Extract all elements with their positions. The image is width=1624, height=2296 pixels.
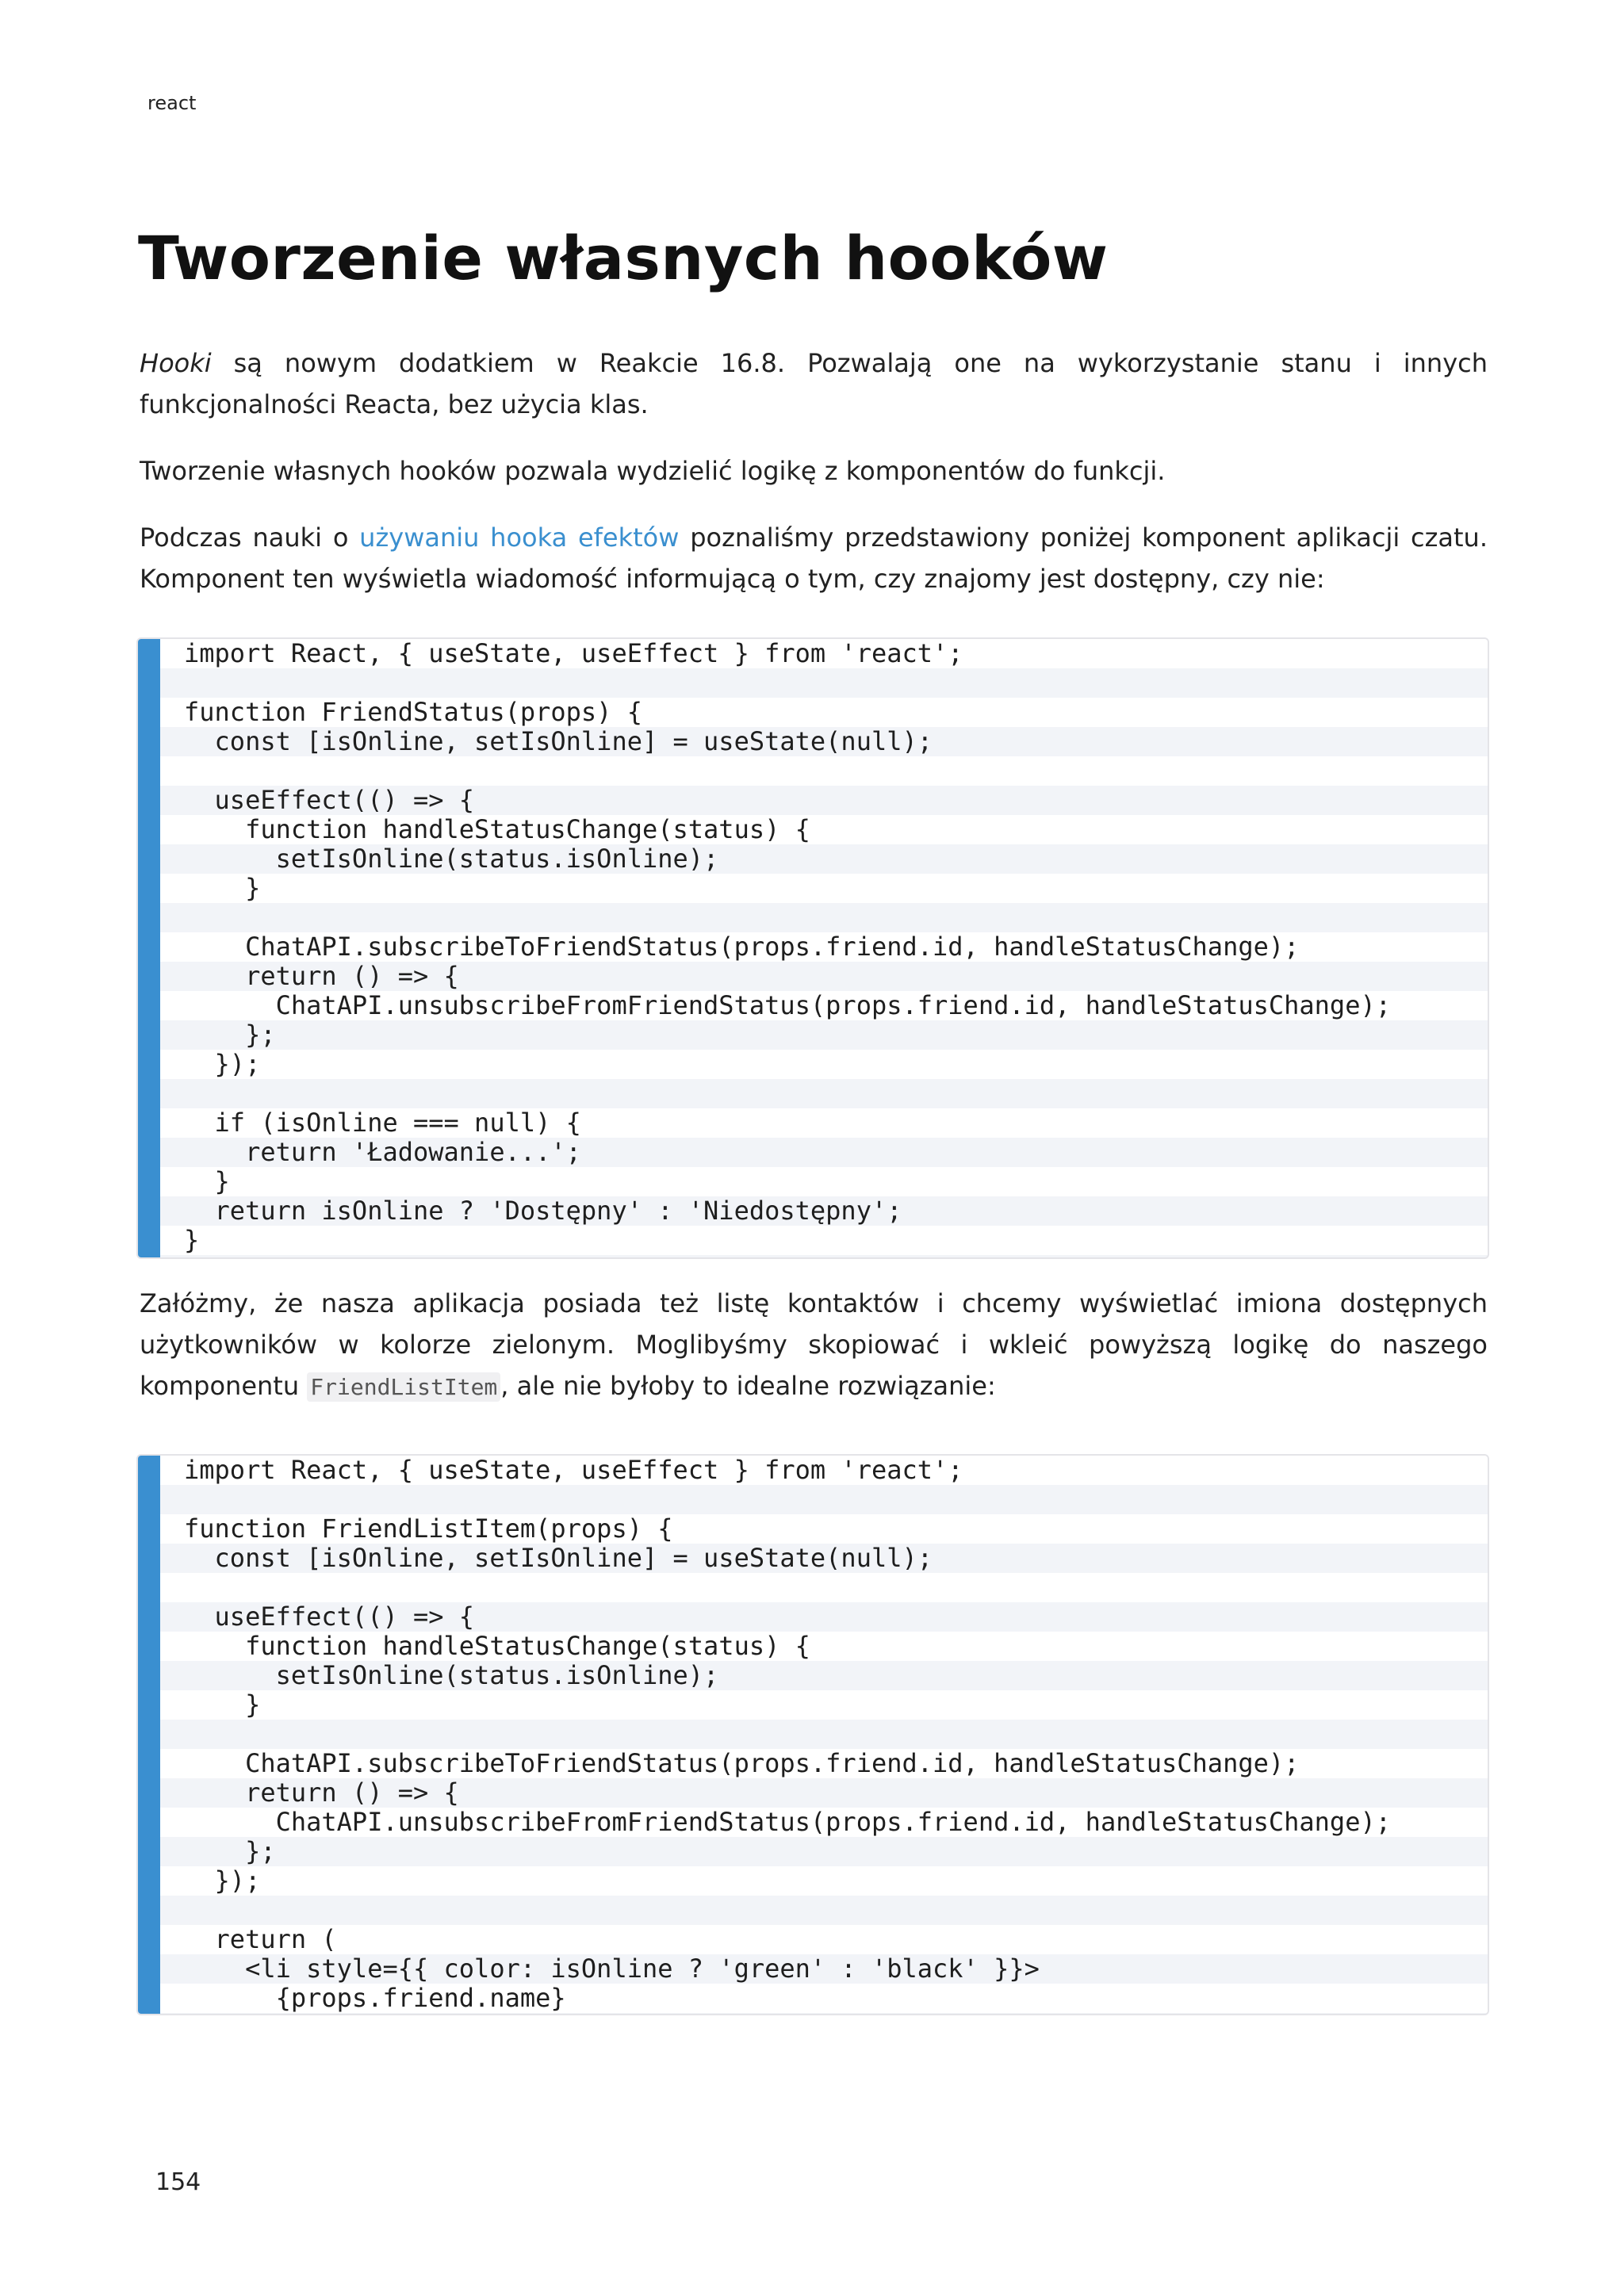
- code-friend-list-item: import React, { useState, useEffect } from 'react'; function FriendListItem(props) { const [isOnline, setIsOnline] = useState(null); useEffect(() => { function handleStatusChange(status) { setIsOnline(status.isOnline); } ChatAPI.subscribeToFriendStatus(props.friend.id, handleStatusChange); return () => { ChatAPI.unsubscribeFromFriendStatus(props.friend.id, handleStatusChange); }; }); return ( <li style={{ color: isOnline ? 'green' : 'black' }}> {props.friend.name}: [184, 1455, 1391, 2013]
- page-title: Tworzenie własnych hooków: [138, 223, 1109, 293]
- code-block-accent-bar: [138, 1456, 160, 2014]
- page-number: 154: [155, 2168, 201, 2196]
- effect-hook-link[interactable]: używaniu hooka efektów: [359, 522, 680, 553]
- inline-code-friend-list-item: FriendListItem: [307, 1372, 500, 1402]
- code-friend-status: import React, { useState, useEffect } from 'react'; function FriendStatus(props) { const [isOnline, setIsOnline] = useState(null); useEffect(() => { function handleStatusChange(status) { setIsOnline(status.isOnline); } ChatAPI.subscribeToFriendStatus(props.friend.id, handleStatusChange); return () => { ChatAPI.unsubscribeFromFriendStatus(props.friend.id, handleStatusChange); }; }); if (isOnline === null) { return 'Ładowanie...'; } return isOnline ? 'Dostępny' : 'Niedostępny'; }: [184, 638, 1391, 1255]
- effect-hook-text-after: poznaliśmy przedstawiony poniżej komponent aplikacji czatu. Komponent ten wyświetla wiadomość informującą o tym, czy znajomy jest dostępny, czy nie:: [140, 522, 1488, 594]
- code-block-accent-bar: [138, 639, 160, 1257]
- friend-list-paragraph: [140, 1283, 1488, 1408]
- running-header: react: [147, 92, 197, 114]
- intro-paragraph: [140, 342, 1488, 425]
- friend-list-text-before: Załóżmy, że nasza aplikacja posiada też listę kontaktów i chcemy wyświetlać imiona dostępnych użytkowników w kolorze zielonym. Moglibyśmy skopiować i wkleić powyższą logikę do naszego komponentu: [140, 1288, 1488, 1401]
- custom-hooks-paragraph: Tworzenie własnych hooków pozwala wydzielić logikę z komponentów do funkcji.: [140, 456, 1166, 486]
- effect-hook-paragraph: [140, 517, 1488, 599]
- friend-list-text-after: , ale nie byłoby to idealne rozwiązanie:: [500, 1371, 996, 1401]
- effect-hook-text-before: Podczas nauki o: [140, 522, 360, 553]
- code-block-friend-status: [136, 637, 1489, 1259]
- intro-text: są nowym dodatkiem w Reakcie 16.8. Pozwalają one na wykorzystanie stanu i innych funkcjonalności Reacta, bez użycia klas.: [140, 348, 1488, 419]
- hooks-emphasis: Hooki: [140, 348, 212, 378]
- code-block-friend-list-item: [136, 1454, 1489, 2015]
